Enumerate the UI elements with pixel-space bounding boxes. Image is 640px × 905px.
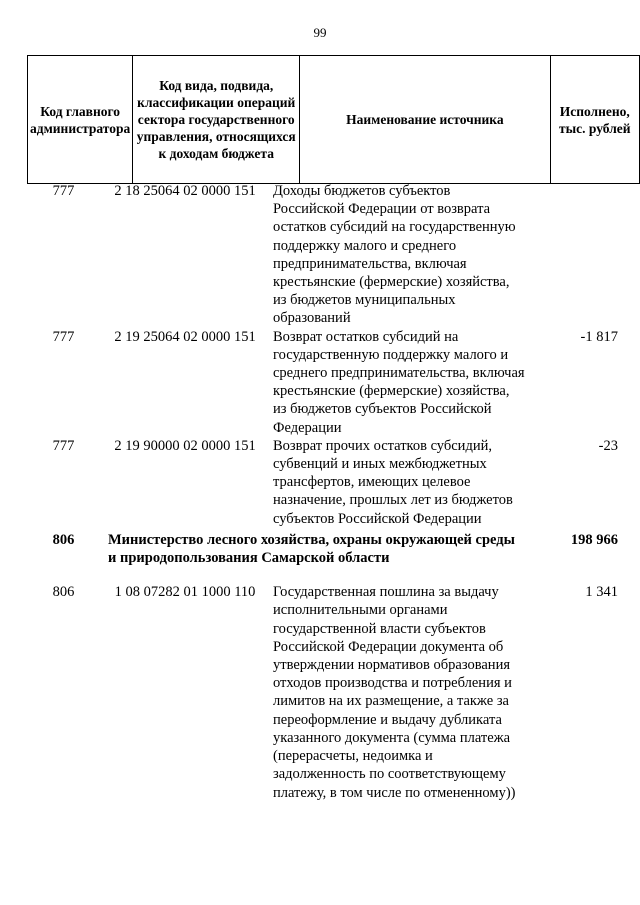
header-amount: Исполнено, тыс. рублей [550,56,639,184]
amount-cell: -23 [598,437,618,454]
table-header [27,55,640,184]
source-name-cell: Доходы бюджетов субъектов Российской Федерации от возврата остатков субсидий на государственную поддержку малого и среднего предпринимательства, включая крестьянские (фермерские) хозяйства, из бюджетов муниципальных образований [273,183,516,327]
classification-code-cell: 1 08 07282 01 1000 110 [114,584,256,601]
amount-cell: -1 817 [580,328,618,345]
table-row [27,567,621,801]
amount-cell [525,182,621,328]
header-admin-code: Код главного администратора [28,56,133,184]
admin-code-cell: 806 [52,531,75,548]
table-row [27,437,621,528]
admin-code-cell: 777 [52,437,75,454]
source-name-cell: Возврат прочих остатков субсидий, субвенций и иных межбюджетных трансфертов, имеющих целевое назначение, прошлых лет из бюджетов субъектов Российской Федерации [273,437,513,527]
amount-cell: 198 966 [570,531,618,548]
table-row [27,328,621,437]
organization-row [27,528,621,567]
header-classification-code: Код вида, подвида, классификации операций сектора государственного управления, относящихся к доходам бюджета [133,56,300,184]
header-source-name: Наименование источника [300,56,550,184]
organization-name-cell: Министерство лесного хозяйства, охраны окружающей среды и природопользования Самарской области [108,531,515,567]
table-body [27,182,621,802]
admin-code-cell: 777 [52,183,75,199]
table-row [27,182,621,328]
page-number: 99 [313,25,327,40]
classification-code-cell: 2 19 90000 02 0000 151 [114,437,256,454]
classification-code-cell: 2 19 25064 02 0000 151 [114,328,256,345]
source-name-cell: Возврат остатков субсидий на государственную поддержку малого и среднего предпринимательства, включая крестьянские (фермерские) хозяйства, из бюджетов субъектов Российской Федерации [273,328,525,436]
amount-cell: 1 341 [585,584,618,601]
classification-code-cell: 2 18 25064 02 0000 151 [114,183,256,199]
admin-code-cell: 777 [52,328,75,345]
source-name-cell: Государственная пошлина за выдачу исполнительными органами государственной власти субъектов Российской Федерации документа об утверждении нормативов образования отходов производства и потребления и лимитов на их размещение, а также за переоформление и выдачу дубликата указанного документа (сумма платежа (перерасчеты, недоимка и задолженность по соответствующему платежу, в том числе по отмененному)) [273,584,516,801]
admin-code-cell: 806 [52,584,75,601]
